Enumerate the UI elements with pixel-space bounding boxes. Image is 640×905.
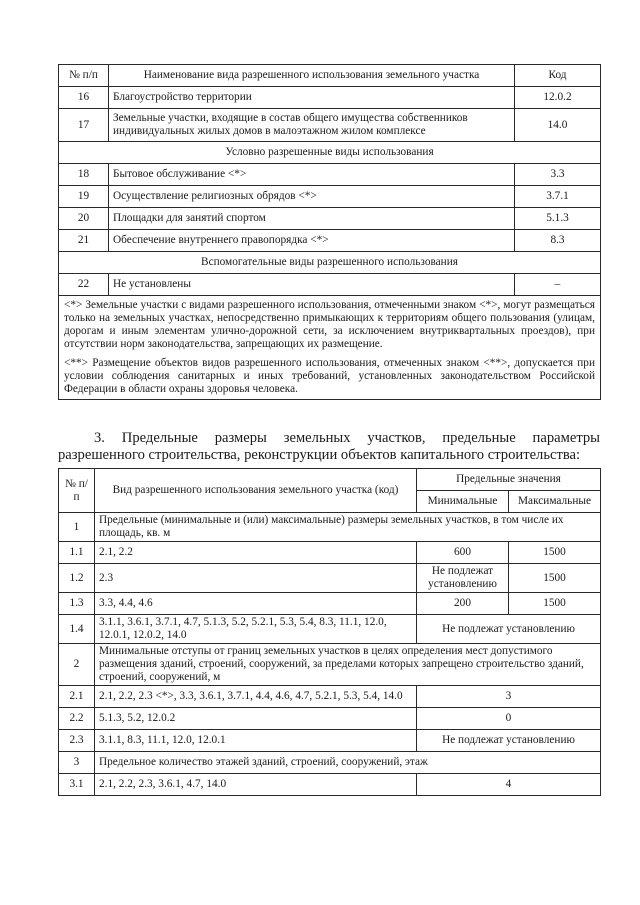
row-codes: 3.1.1, 8.3, 11.1, 12.0, 12.0.1: [95, 730, 417, 752]
group-num: 3: [59, 752, 95, 774]
table-row: [59, 164, 601, 186]
row-num: 21: [59, 230, 109, 252]
row-code: 3.7.1: [515, 186, 601, 208]
table-row: [59, 87, 601, 109]
row-name: Обеспечение внутреннего правопорядка <*>: [109, 230, 515, 252]
table-row: [59, 774, 601, 796]
group-num: 1: [59, 513, 95, 542]
row-codes: 5.1.3, 5.2, 12.0.2: [95, 708, 417, 730]
section-3-paragraph: 3. Предельные размеры земельных участков, предельные параметры разрешенного строительства, реконструкции объектов капитального строительства:: [58, 430, 600, 463]
row-min: Не подлежат установлению: [417, 564, 509, 593]
section-conditional-title: Условно разрешенные виды использования: [59, 142, 601, 164]
col-header-kind: Вид разрешенного использования земельного участка (код): [95, 469, 417, 513]
row-max: 1500: [509, 542, 601, 564]
footnotes: [59, 296, 601, 400]
permitted-use-table: [58, 64, 601, 400]
group-num: 2: [59, 644, 95, 686]
table-row: [59, 730, 601, 752]
row-name: Осуществление религиозных обрядов <*>: [109, 186, 515, 208]
group-row: [59, 644, 601, 686]
table-header-row: [59, 469, 601, 491]
row-num: 2.3: [59, 730, 95, 752]
table-row: [59, 593, 601, 615]
row-num: 19: [59, 186, 109, 208]
row-num: 16: [59, 87, 109, 109]
limits-table: [58, 468, 601, 796]
row-min: 200: [417, 593, 509, 615]
row-codes: 3.1.1, 3.6.1, 3.7.1, 4.7, 5.1.3, 5.2, 5.2.1, 5.3, 5.4, 8.3, 11.1, 12.0, 12.0.1, 12.0.2, 14.0: [95, 615, 417, 644]
col-header-min: Минимальные: [417, 491, 509, 513]
col-header-limits: Предельные значения: [417, 469, 601, 491]
row-min: 600: [417, 542, 509, 564]
row-num: 1.2: [59, 564, 95, 593]
table-row: [59, 186, 601, 208]
footnote-double-star: <**> Размещение объектов видов разрешенного использования, отмеченных знаком <**>, допускается при условии соблюдения санитарных и иных требований, установленных законодательством Российской Федерации в области охраны здоровья человека.: [64, 357, 595, 395]
row-value: 4: [417, 774, 601, 796]
col-header-num: № п/п: [59, 65, 109, 87]
row-code: 3.3: [515, 164, 601, 186]
row-value: Не подлежат установлению: [417, 615, 601, 644]
col-header-num: № п/п: [59, 469, 95, 513]
row-codes: 2.3: [95, 564, 417, 593]
col-header-name: Наименование вида разрешенного использования земельного участка: [109, 65, 515, 87]
footnote-single-star: <*> Земельные участки с видами разрешенного использования, отмеченными знаком <*>, могут размещаться только на земельных участках, непосредственно примыкающих к территориям общего пользования (улицам, дорогам и иным элементам улично-дорожной сети, за исключением внутриквартальных проездов), при отсутствии норм законодательства, запрещающих их размещение.: [64, 299, 595, 350]
col-header-code: Код: [515, 65, 601, 87]
row-name: Площадки для занятий спортом: [109, 208, 515, 230]
row-name: Не установлены: [109, 274, 515, 296]
col-header-max: Максимальные: [509, 491, 601, 513]
group-row: [59, 752, 601, 774]
row-code: 12.0.2: [515, 87, 601, 109]
row-num: 2.2: [59, 708, 95, 730]
row-value: 3: [417, 686, 601, 708]
section-auxiliary-title: Вспомогательные виды разрешенного использования: [59, 252, 601, 274]
row-num: 3.1: [59, 774, 95, 796]
row-codes: 2.1, 2.2, 2.3, 3.6.1, 4.7, 14.0: [95, 774, 417, 796]
group-title: Предельное количество этажей зданий, строений, сооружений, этаж: [95, 752, 601, 774]
row-value: Не подлежат установлению: [417, 730, 601, 752]
row-max: 1500: [509, 564, 601, 593]
group-row: [59, 513, 601, 542]
row-code: 8.3: [515, 230, 601, 252]
notes-row: [59, 296, 601, 400]
table-row: [59, 708, 601, 730]
table-row: [59, 615, 601, 644]
row-num: 17: [59, 109, 109, 142]
row-num: 22: [59, 274, 109, 296]
row-code: –: [515, 274, 601, 296]
row-code: 14.0: [515, 109, 601, 142]
table-header-row: [59, 65, 601, 87]
table-row: [59, 208, 601, 230]
row-num: 18: [59, 164, 109, 186]
group-title: Предельные (минимальные и (или) максимальные) размеры земельных участков, в том числе их площадь, кв. м: [95, 513, 601, 542]
table-row: [59, 230, 601, 252]
table-row: [59, 542, 601, 564]
row-name: Земельные участки, входящие в состав общего имущества собственников индивидуальных жилых домов в малоэтажном жилом комплексе: [109, 109, 515, 142]
row-num: 20: [59, 208, 109, 230]
section-row: [59, 252, 601, 274]
row-name: Бытовое обслуживание <*>: [109, 164, 515, 186]
row-code: 5.1.3: [515, 208, 601, 230]
row-max: 1500: [509, 593, 601, 615]
table-row: [59, 686, 601, 708]
table-row: [59, 564, 601, 593]
table-row: [59, 274, 601, 296]
row-name: Благоустройство территории: [109, 87, 515, 109]
row-num: 1.4: [59, 615, 95, 644]
row-codes: 2.1, 2.2: [95, 542, 417, 564]
group-title: Минимальные отступы от границ земельных участков в целях определения мест допустимого размещения зданий, строений, сооружений, за пределами которых запрещено строительство зданий, строений, сооружений, м: [95, 644, 601, 686]
section-row: [59, 142, 601, 164]
row-codes: 3.3, 4.4, 4.6: [95, 593, 417, 615]
row-num: 1.1: [59, 542, 95, 564]
row-value: 0: [417, 708, 601, 730]
row-num: 1.3: [59, 593, 95, 615]
row-num: 2.1: [59, 686, 95, 708]
row-codes: 2.1, 2.2, 2.3 <*>, 3.3, 3.6.1, 3.7.1, 4.4, 4.6, 4.7, 5.2.1, 5.3, 5.4, 14.0: [95, 686, 417, 708]
table-row: [59, 109, 601, 142]
